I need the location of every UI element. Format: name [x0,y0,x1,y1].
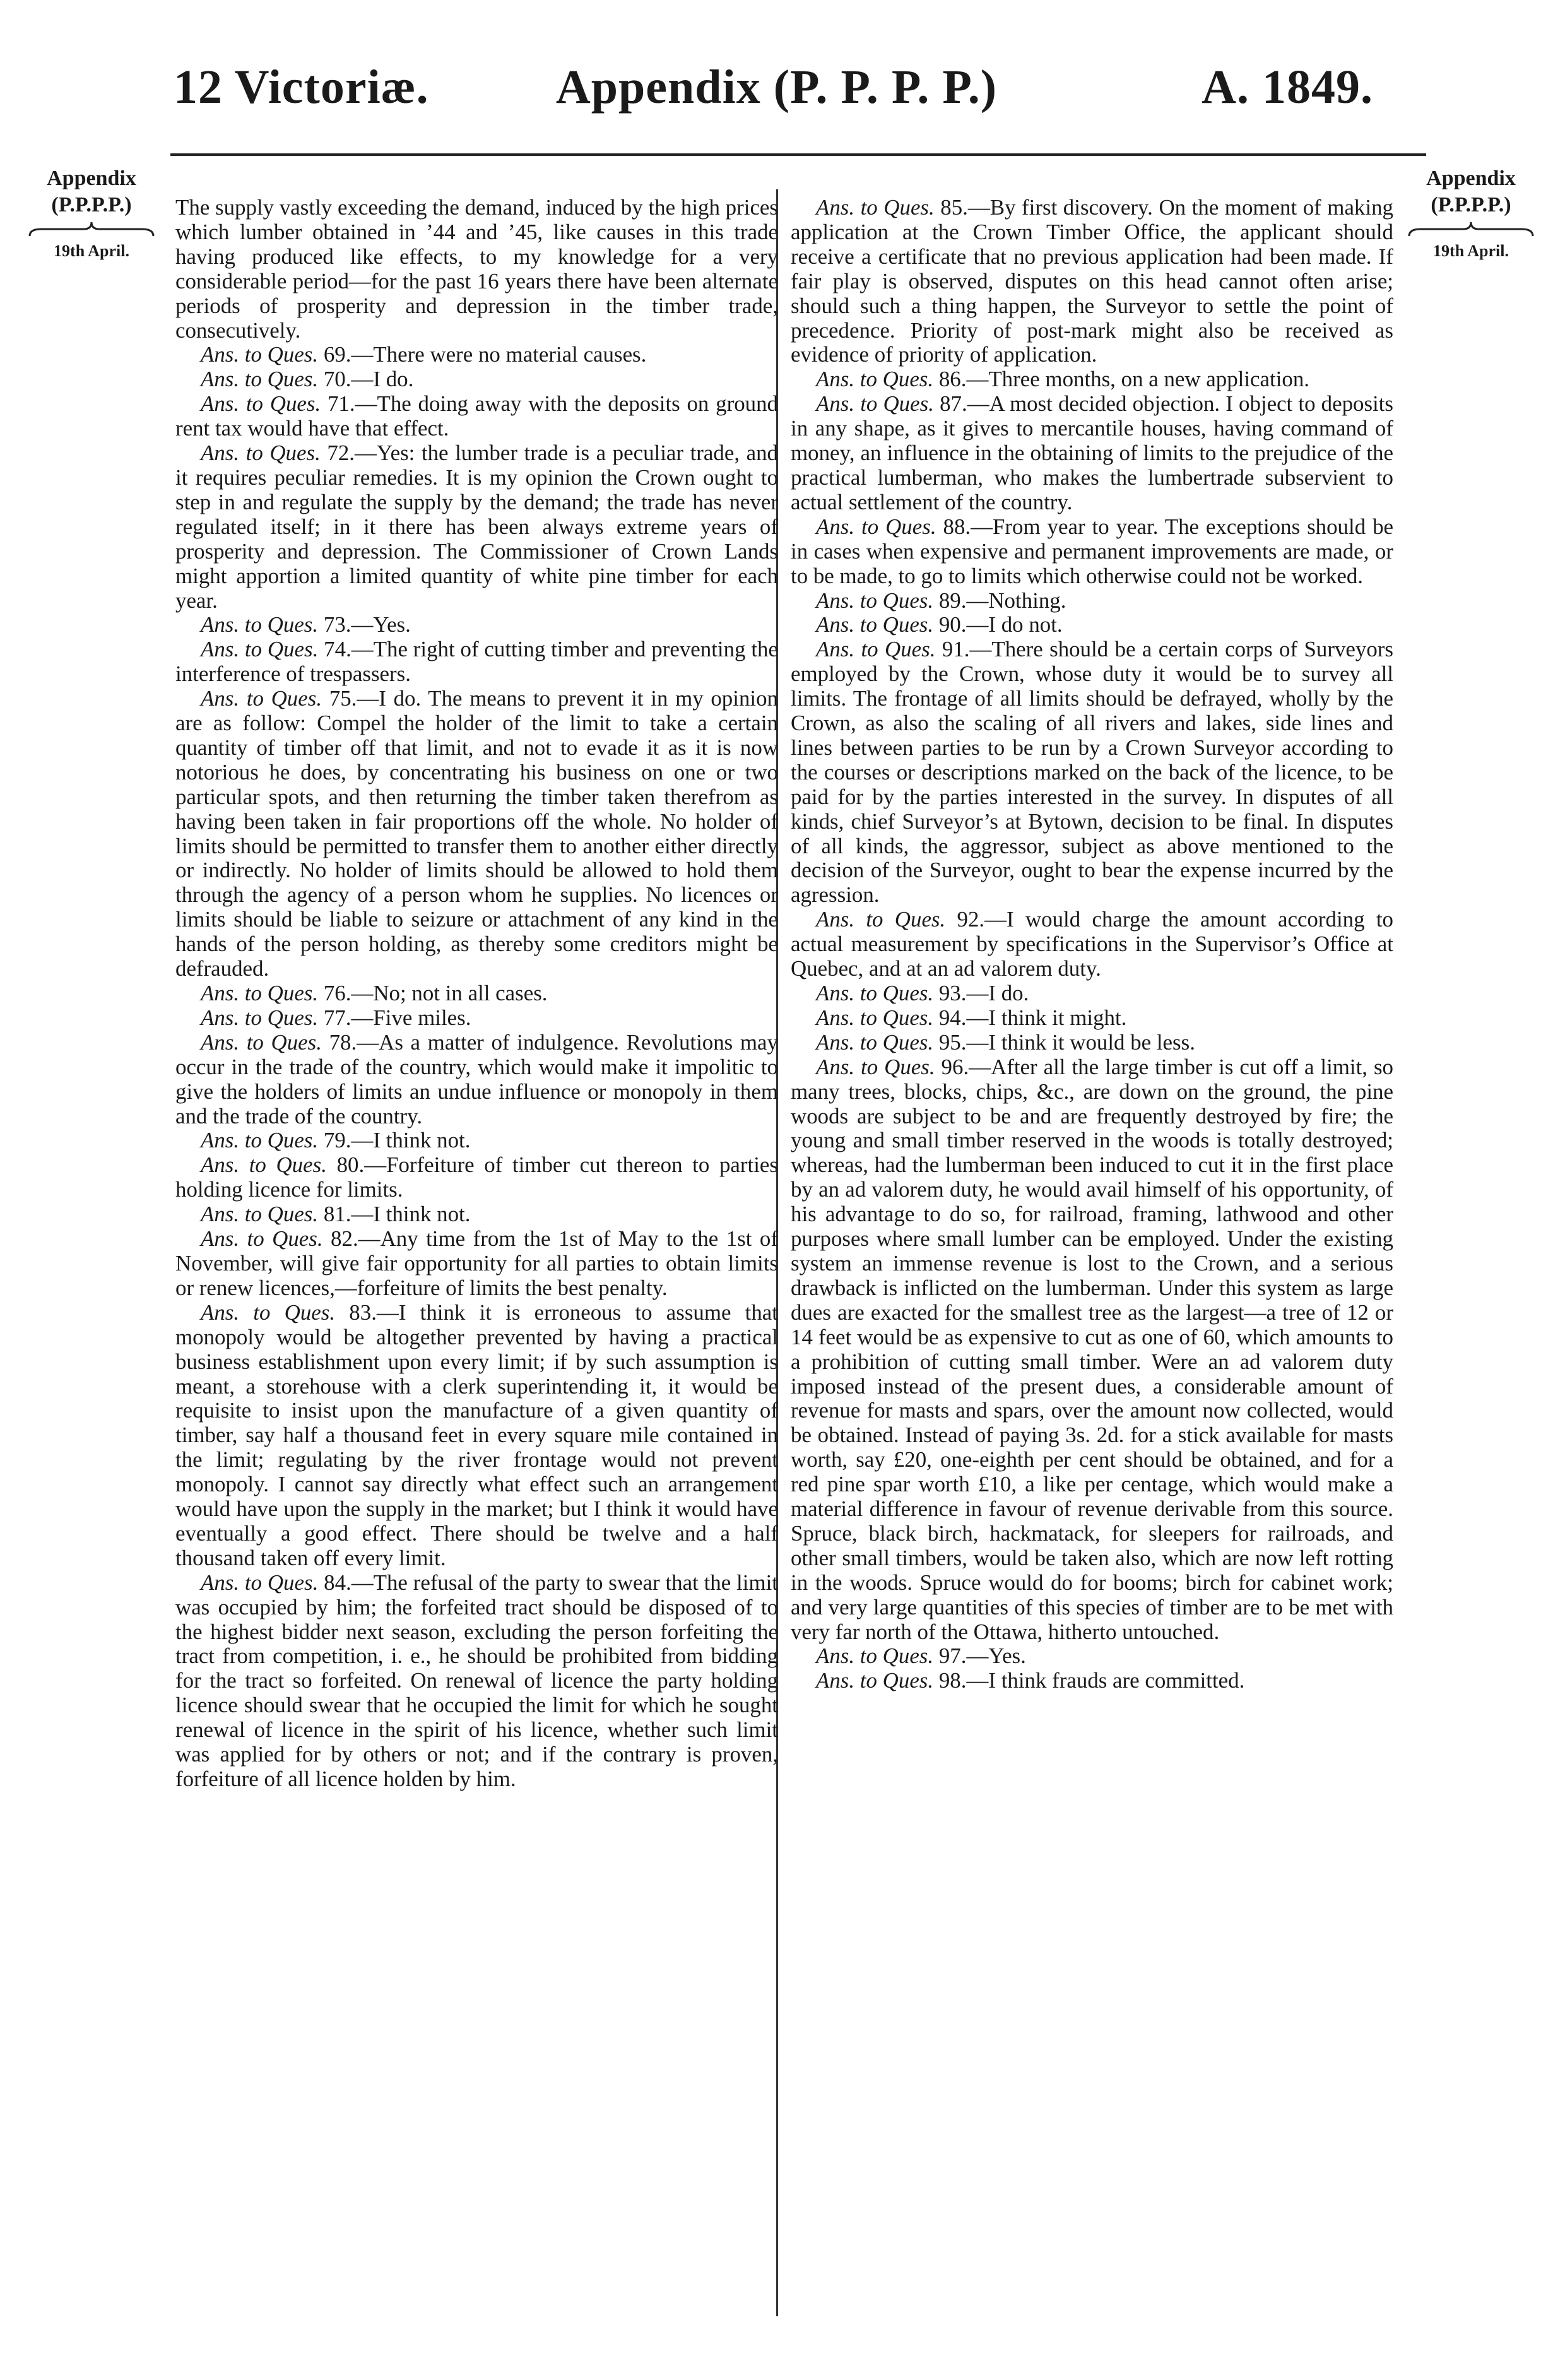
answer-paragraph [791,367,1393,392]
answer-paragraph [175,981,778,1006]
answer-label-to: to [244,612,262,637]
answer-text: —Nothing. [966,588,1066,613]
question-number: 90. [938,612,967,637]
question-label: Ques. [267,1570,319,1595]
answer-label: Ans. [201,391,240,417]
answer-text: —Three months, on a new application. [966,367,1310,392]
margin-note-right [1395,165,1547,261]
answer-label: Ans. [201,637,240,662]
question-number: 70. [323,367,351,392]
question-number: 82. [331,1226,358,1252]
margin-note-left [16,165,167,261]
answer-paragraph [791,589,1393,613]
answer-paragraph [175,1202,778,1227]
answer-label-to: to [861,514,879,539]
question-label: Ques. [882,981,934,1005]
question-label: Ques. [269,441,321,466]
answer-label-to: to [245,391,263,417]
answer-label-to: to [244,367,262,392]
question-number: 88. [943,514,971,539]
answer-paragraph [175,1006,778,1031]
answer-text: —I think it is erroneous to assume that monopoly would be altogether prevented by having a practical business establishment upon every limit; if by such assumption is meant, a storehouse with a clerk superintending it, it would be requisite to insist upon the manufacture of a given quantity of timber, say half a thousand feet in every square mile contained in the limit; regulating by the river frontage would not prevent monopoly. I cannot say directly what effect such an arrangement would have upon the supply in the market; but I think it would have eventually a good effect. There should be twelve and a half thousand taken off every limit. [175,1300,778,1570]
answer-paragraph [791,613,1393,637]
answer-label: Ans. [816,367,855,392]
answer-label-to: to [861,1054,878,1079]
margin-date: 19th April. [1433,242,1509,260]
answer-text: —I think not. [351,1202,471,1227]
answer-paragraph [175,687,778,981]
question-number: 94. [938,1005,967,1030]
answer-label-to: to [860,195,878,220]
margin-appendix-ref: (P.P.P.P.) [1431,193,1511,216]
question-number: 98. [938,1668,967,1693]
answer-text: —Yes: the lumber trade is a peculiar trade, and it requires peculiar remedies. It is my opinion the Crown ought to step in and regulate the supply by the demand; the trade has never regulated itself; in it there has been always extreme years of prosperity and depression. The Commissioner of Crown Lands might apportion a limited quantity of white pine timber for each year. [175,441,778,613]
answer-text: —I do. [966,981,1029,1005]
answer-paragraph [791,1644,1393,1669]
answer-label-to: to [859,1668,877,1693]
question-label: Ques. [276,1152,327,1178]
question-label: Ques. [882,1029,934,1055]
question-label: Ques. [267,981,319,1005]
question-number: 93. [938,981,967,1005]
answer-label-to: to [244,1570,263,1595]
question-label: Ques. [267,637,319,662]
answer-text: —Yes. [351,612,411,637]
answer-label-to: to [245,441,263,466]
question-number: 74. [324,637,351,662]
answer-label: Ans. [816,588,855,613]
answer-label-to: to [859,1643,877,1669]
question-number: 95. [938,1029,967,1055]
question-number: 75. [329,686,357,711]
answer-label-to: to [859,981,877,1005]
brace-icon [28,221,155,237]
answer-label: Ans. [201,1128,240,1153]
answer-text: —I would charge the amount according to actual measurement by specifications in the Supervisor’s Office at Quebec, and at an ad valorem duty. [791,907,1393,981]
answer-label: Ans. [816,391,855,417]
answer-label-to: to [866,907,883,932]
answer-paragraph [175,613,778,637]
answer-paragraph [175,1227,778,1301]
answer-paragraph [175,1153,778,1202]
answer-text: —I think it might. [966,1005,1127,1030]
answer-paragraph [791,196,1393,367]
answer-text: —Five miles. [351,1005,471,1030]
answer-label-to: to [859,1029,877,1055]
answer-label: Ans. [816,1029,855,1055]
answer-paragraph [791,515,1393,589]
question-number: 85. [940,195,968,220]
question-label: Ques. [267,1202,319,1227]
question-number: 96. [941,1054,969,1079]
header-regnal-year: 12 Victoriæ. [174,61,429,114]
answer-label-to: to [860,391,878,417]
question-label: Ques. [267,612,319,637]
question-number: 84. [324,1570,351,1595]
question-label: Ques. [882,612,934,637]
question-label: Ques. [885,514,936,539]
question-number: 77. [323,1005,351,1030]
question-number: 83. [349,1300,377,1325]
answer-label: Ans. [201,1152,240,1178]
answer-text: —A most decided objection. I object to deposits in any shape, as it gives to mercantile houses, having command of money, an influence in the obtaining of limits to the prejudice of the practical lumberman, who makes the lumbertrade subservient to actual settlement of the country. [791,391,1394,514]
brace-icon [1408,221,1534,237]
question-number: 71. [327,391,355,417]
answer-label: Ans. [201,367,240,392]
answer-label: Ans. [816,612,855,637]
answer-text: —As a matter of indulgence. Revolutions may occur in the trade of the country, which would make it impolitic to give the holders of limits an undue influence or monopoly in them and the trade of the country. [175,1029,778,1128]
answer-paragraph [175,343,778,367]
question-label: Ques. [885,637,936,662]
question-label: Ques. [267,1128,319,1153]
question-number: 89. [938,588,967,613]
answer-text: —Any time from the 1st of May to the 1st of November, will give fair opportunity for all parties to obtain limits or renew licences,—forfeiture of limits the best penalty. [175,1226,778,1300]
question-label: Ques. [882,1005,934,1030]
question-number: 97. [938,1643,967,1669]
answer-label: Ans. [201,612,240,637]
answer-paragraph [175,1571,778,1792]
question-number: 87. [940,391,967,417]
paragraph-continuation [175,196,778,343]
margin-appendix-label: Appendix [1426,167,1516,190]
answer-label: Ans. [201,686,240,711]
answer-label: Ans. [201,1029,240,1055]
question-label: Ques. [267,342,319,367]
answer-text: —No; not in all cases. [351,981,548,1005]
question-label: Ques. [267,367,319,392]
question-number: 81. [323,1202,351,1227]
question-label: Ques. [882,588,934,613]
answer-label: Ans. [816,514,855,539]
answer-label: Ans. [201,1300,240,1325]
left-column [175,196,778,1792]
answer-paragraph [175,1031,778,1129]
answer-text: —I do. [351,367,414,392]
answer-label: Ans. [816,1668,855,1693]
question-number: 72. [327,441,355,466]
answer-paragraph [175,392,778,441]
header-year: A. 1849. [1202,61,1373,114]
answer-label: Ans. [201,981,240,1005]
margin-appendix-label: Appendix [47,167,136,190]
answer-label-to: to [244,342,262,367]
margin-date: 19th April. [54,242,129,260]
question-number: 79. [323,1128,351,1153]
answer-text: —Forfeiture of timber cut thereon to parties holding licence for limits. [175,1152,778,1202]
question-number: 86. [938,367,967,392]
answer-paragraph [791,637,1393,908]
answer-label: Ans. [816,1005,855,1030]
answer-label: Ans. [816,907,855,932]
question-label: Ques. [269,391,321,417]
question-label: Ques. [883,391,934,417]
answer-paragraph [175,637,778,687]
answer-paragraph [791,1669,1393,1693]
header-title: Appendix (P. P. P. P.) [555,61,998,114]
answer-paragraph [791,1031,1393,1055]
question-label: Ques. [884,1054,935,1079]
question-number: 80. [336,1152,365,1178]
question-number: 78. [329,1029,357,1055]
answer-label: Ans. [201,342,240,367]
answer-text: —Yes. [966,1643,1026,1669]
answer-label: Ans. [816,1054,855,1079]
answer-label-to: to [861,637,878,662]
answer-text: —I do not. [966,612,1063,637]
answer-label-to: to [244,1005,262,1030]
answer-text: —The refusal of the party to swear that the limit was occupied by him; the forfeited tract should be disposed of to the highest bidder next season, excluding the person forfeiting the tract from competition, i. e., he should be prohibited from bidding for the tract so forfeited. On renewal of licence the party holding licence should swear that he occupied the limit for which he sought renewal of licence in the spirit of his licence, whether such limit was applied for by others or not; and if the contrary is proven, forfeiture of all licence holden by him. [175,1570,778,1791]
question-number: 73. [323,612,351,637]
margin-appendix-ref: (P.P.P.P.) [51,193,132,216]
answer-paragraph [175,1128,778,1153]
answer-label: Ans. [816,1643,855,1669]
answer-label-to: to [244,981,262,1005]
answer-paragraph [175,441,778,613]
answer-label-to: to [244,1202,262,1227]
answer-label: Ans. [816,195,855,220]
answer-text: —I do. The means to prevent it in my opinion are as follow: Compel the holder of the limit to take a certain quantity of timber off that limit, and not to evade it as it is now notorious he does, by concentrating his business on one or two particular spots, and then returning the timber taken therefrom as having been taken in fair proportions off the whole. No holder of limits should be permitted to transfer them to another either directly or indirectly. No holder of limits should be allowed to hold them through the agency of a person whom he supplies. No licences or limits should be liable to seizure or attachment of any kind in the hands of the person holding, as thereby some creditors might be defrauded. [175,686,778,981]
answer-label: Ans. [201,1226,240,1252]
answer-text: —After all the large timber is cut off a limit, so many trees, blocks, chips, &c., are down on the ground, the pine woods are subject to be and are frequently destroyed by fire; the young and small timber reserved in the woods is totally destroyed; whereas, had the lumberman been induced to cut it in the first place by an ad valorem duty, he would avail himself of his opportunity, of his advantage to do so, for railroad, framing, lathwood and other purposes where small lumber can be employed. Under the existing system an immense revenue is lost to the Crown, and a serious drawback is inflicted on the lumberman. Under this system as large dues are exacted for the smallest tree as the largest—a tree of 12 or 14 feet would be as expensive to cut as one of 60, which amounts to a prohibition of cutting small timber. Were an ad valorem duty imposed instead of the present dues, a considerable amount of revenue for masts and spars, over the amount now collected, would be obtained. Instead of paying 3s. 2d. for a stick available for masts worth, say £20, one-eighth per cent should be obtained, and for a red pine spar worth £10, a like per centage, which would make a material difference in favour of revenue derivable from this source. Spruce, black birch, hackmatack, for sleepers for railroads, and other small timbers, would be taken also, which are now left rotting in the woods. Spruce would do for booms; birch for cabinet work; and very large quantities of this species of timber are to be met with very far north of the Ottawa, hitherto untouched. [791,1054,1393,1644]
question-label: Ques. [882,1668,934,1693]
answer-text: —I think frauds are committed. [966,1668,1245,1693]
question-label: Ques. [284,1300,336,1325]
question-number: 69. [323,342,351,367]
answer-text: —There were no material causes. [351,342,647,367]
answer-paragraph [791,1006,1393,1031]
question-number: 91. [942,637,970,662]
question-label: Ques. [882,1643,934,1669]
right-column [791,196,1393,1693]
answer-label-to: to [244,1128,262,1153]
answer-paragraph [175,367,778,392]
answer-label-to: to [246,1029,264,1055]
answer-label-to: to [246,686,264,711]
answer-label: Ans. [816,981,855,1005]
answer-paragraph [175,1301,778,1571]
question-label: Ques. [272,1226,323,1252]
question-label: Ques. [894,907,946,932]
answer-label-to: to [859,612,877,637]
answer-label: Ans. [201,1202,240,1227]
answer-text: —The right of cutting timber and preventing the interference of trespassers. [175,637,778,687]
answer-label-to: to [859,588,877,613]
question-label: Ques. [882,367,934,392]
answer-text: —The doing away with the deposits on ground rent tax would have that effect. [175,391,778,441]
paragraph-text: The supply vastly exceeding the demand, induced by the high prices which lumber obtained in ’44 and ’45, like causes in this trade having produced like effects, to my knowledge for a very considerable period—for the past 16 years there have been alternate periods of prosperity and depression in the timber trade, consecutively. [175,195,778,343]
question-label: Ques. [883,195,935,220]
question-number: 92. [957,907,985,932]
answer-text: —From year to year. The exceptions should be in cases when expensive and permanent improvements are made, or to be made, to go to limits which otherwise could not be worked. [791,514,1394,588]
answer-paragraph [791,1055,1393,1645]
answer-label-to: to [253,1300,271,1325]
answer-paragraph [791,981,1393,1006]
question-label: Ques. [271,1029,322,1055]
question-number: 76. [323,981,351,1005]
answer-text: —I think not. [351,1128,471,1153]
answer-label-to: to [859,1005,877,1030]
answer-label-to: to [244,637,263,662]
header-rule [170,153,1426,156]
answer-paragraph [791,392,1393,515]
answer-label: Ans. [201,1570,240,1595]
answer-label: Ans. [201,441,240,466]
answer-text: —I think it would be less. [966,1029,1195,1055]
answer-paragraph [791,908,1393,981]
answer-label: Ans. [201,1005,240,1030]
answer-label-to: to [249,1152,266,1178]
answer-text: —There should be a certain corps of Surveyors employed by the Crown, whose duty it would be to survey all limits. The frontage of all limits should be defrayed, wholly by the Crown, as also the scaling of all rivers and lakes, side lines and lines between parties to be run by a Crown Surveyor according to the courses or descriptions marked on the back of the licence, to be paid for by the parties interested in the survey. In disputes of all kinds, chief Surveyor’s at Bytown, decision to be final. In disputes of all kinds, the aggressor, subject as above mentioned to the decision of the Surveyor, ought to bear the expense incurred by the agression. [791,637,1393,908]
answer-label: Ans. [816,637,855,662]
answer-label-to: to [247,1226,264,1252]
answer-text: —By first discovery. On the moment of making application at the Crown Timber Office, the applicant should receive a certificate that no previous application had been made. If fair play is observed, disputes on this head cannot often arise; should such a thing happen, the Surveyor to settle the point of precedence. Priority of post-mark might also be received as evidence of priority of application. [791,195,1393,367]
question-label: Ques. [267,1005,319,1030]
question-label: Ques. [271,686,322,711]
answer-label-to: to [859,367,877,392]
